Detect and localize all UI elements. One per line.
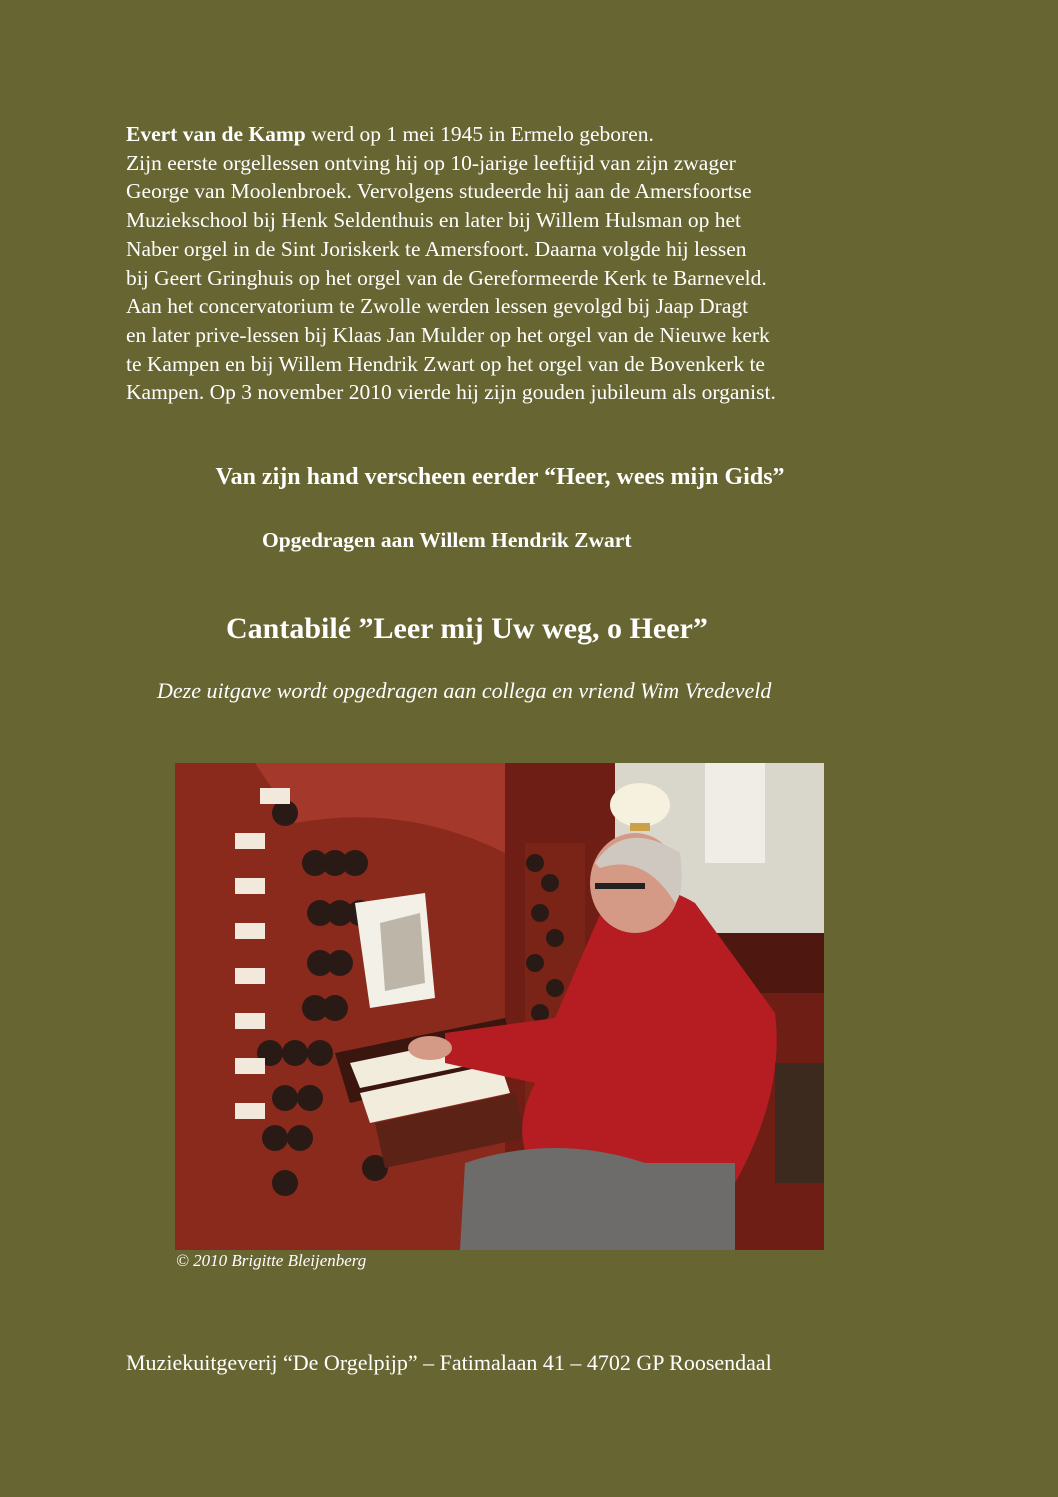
publisher-footer: Muziekuitgeverij “De Orgelpijp” – Fatimalaan 41 – 4702 GP Roosendaal [126,1350,772,1375]
bio-line: Naber orgel in de Sint Joriskerk te Amersfoort. Daarna volgde hij lessen [126,236,747,261]
organist-photo [175,763,824,1250]
composer-name: Evert van de Kamp [126,122,306,146]
bio-line: te Kampen en bij Willem Hendrik Zwart op het orgel van de Bovenkerk te [126,351,765,376]
dedicated-to-heading: Opgedragen aan Willem Hendrik Zwart [262,528,632,552]
bio-line: Zijn eerste orgellessen ontving hij op 10-jarige leeftijd van zijn zwager [126,150,736,175]
bio-line: en later prive-lessen bij Klaas Jan Mulder op het orgel van de Nieuwe kerk [126,322,770,347]
bio-line: Muziekschool bij Henk Seldenthuis en later bij Willem Hulsman op het [126,208,741,233]
earlier-work-heading: Van zijn hand verscheen eerder “Heer, wees mijn Gids” [215,464,785,490]
piece-title: Cantabilé ”Leer mij Uw weg, o Heer” [226,612,708,645]
bio-line: George van Moolenbroek. Vervolgens studeerde hij aan de Amersfoortse [126,179,752,204]
bio-line: Aan het concervatorium te Zwolle werden lessen gevolgd bij Jaap Dragt [126,294,749,319]
bio-line: bij Geert Gringhuis op het orgel van de Gereformeerde Kerk te Barneveld. [126,265,767,290]
dedication-line: Deze uitgave wordt opgedragen aan collega en vriend Wim Vredeveld [157,678,772,703]
biography [126,120,916,407]
bio-first-line [126,120,916,149]
bio-first-line-text: werd op 1 mei 1945 in Ermelo geboren. [305,122,654,146]
bio-line: Kampen. Op 3 november 2010 vierde hij zijn gouden jubileum als organist. [126,380,776,405]
photo-caption: © 2010 Brigitte Bleijenberg [176,1251,367,1270]
